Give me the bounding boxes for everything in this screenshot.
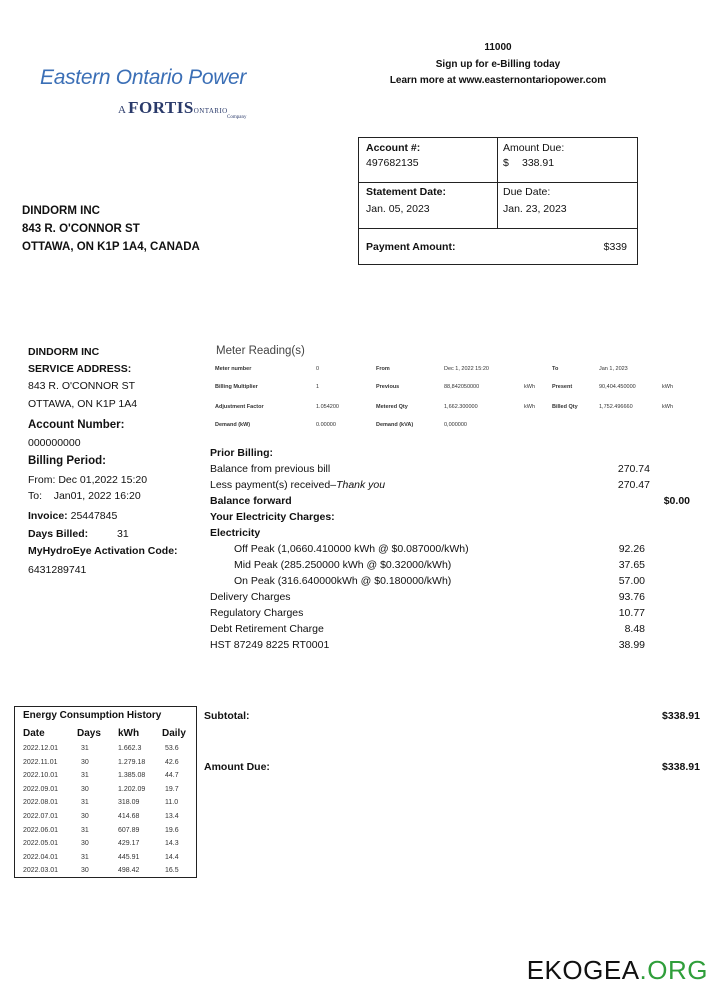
electricity-label: Electricity — [210, 527, 261, 539]
billing-from-label: From: — [28, 474, 56, 486]
history-cell: 30 — [81, 867, 89, 875]
meter-cell: 0.00000 — [316, 422, 336, 428]
account-summary-box — [358, 137, 638, 265]
history-cell: 14.4 — [165, 853, 179, 861]
subtotal-label: Subtotal: — [204, 710, 250, 722]
meter-cell: kWh — [662, 404, 673, 410]
billing-from-value: Dec 01,2022 15:20 — [58, 474, 148, 486]
charge-item-value: 10.77 — [618, 607, 645, 619]
meter-cell: Meter number — [215, 366, 252, 372]
billing-period-label: Billing Period: — [28, 455, 106, 467]
meter-cell: 0 — [316, 366, 320, 372]
history-cell: 31 — [81, 853, 89, 861]
meter-cell: Metered Qty — [376, 404, 408, 410]
invoice-label: Invoice: — [28, 510, 68, 522]
account-number-value: 497682135 — [366, 157, 419, 169]
meter-cell: From — [376, 366, 390, 372]
charge-item-value: 92.26 — [618, 543, 645, 555]
charge-item-label: On Peak (316.640000kWh @ $0.180000/kWh) — [234, 575, 452, 587]
history-cell: 14.3 — [165, 840, 179, 848]
meter-cell: 0,000000 — [444, 422, 467, 428]
parent-company-logo — [118, 98, 228, 118]
website-link[interactable]: Learn more at www.easternontariopower.com — [389, 75, 607, 86]
history-header: Days — [77, 728, 101, 739]
balance-forward-value: $0.00 — [663, 495, 690, 507]
invoice-value: 25447845 — [70, 510, 118, 522]
history-cell: 30 — [81, 758, 89, 766]
service-name: DINDORM INC — [28, 346, 100, 358]
statement-date-value: Jan. 05, 2023 — [366, 203, 430, 215]
meter-cell: Dec 1, 2022 15:20 — [444, 366, 489, 372]
charge-item-label: HST 87249 8225 RT0001 — [210, 639, 330, 651]
history-cell: 44.7 — [165, 772, 179, 780]
history-title: Energy Consumption History — [23, 710, 162, 721]
service-city: OTTAWA, ON K1P 1A4 — [28, 398, 138, 410]
amount-due-label: Amount Due: — [503, 142, 565, 154]
history-cell: 16.5 — [165, 867, 179, 875]
service-account-number: 000000000 — [28, 437, 81, 449]
meter-cell: Billing Multiplier — [215, 384, 258, 390]
parent-region: ONTARIO — [193, 107, 228, 115]
amount-due-summary-value: $338.91 — [662, 761, 700, 773]
your-charges-label: Your Electricity Charges: — [210, 511, 335, 523]
mailing-street: 843 R. O'CONNOR ST — [22, 223, 140, 235]
history-cell: 2022.04.01 — [23, 853, 59, 861]
meter-cell: 1 — [316, 384, 320, 390]
billing-to-value: Jan01, 2022 16:20 — [53, 490, 141, 502]
less-payment-value: 270.47 — [617, 479, 650, 491]
billing-to-label: To: — [28, 490, 43, 502]
less-payment-label: Less payment(s) received– — [210, 479, 337, 491]
charge-item-value: 57.00 — [618, 575, 645, 587]
history-cell: 31 — [81, 745, 89, 752]
account-number-heading: Account Number: — [28, 419, 125, 431]
history-cell: 2022.05.01 — [23, 840, 59, 848]
due-date-label: Due Date: — [503, 186, 551, 198]
history-cell: 30 — [81, 813, 89, 820]
meter-cell: 90,404.450000 — [599, 384, 636, 390]
due-date-value: Jan. 23, 2023 — [503, 203, 567, 215]
history-header: kWh — [118, 728, 140, 739]
history-cell: 607.89 — [118, 826, 140, 834]
meter-cell: kWh — [524, 384, 535, 390]
charge-item-value: 93.76 — [618, 591, 645, 603]
history-cell: 1.662.3 — [118, 745, 142, 752]
history-cell: 11.0 — [165, 799, 179, 807]
account-number-label: Account #: — [366, 142, 421, 154]
mailing-name: DINDORM INC — [22, 205, 100, 217]
hydroeye-label: MyHydroEye Activation Code: — [28, 545, 178, 557]
meter-cell: Demand (kW) — [215, 422, 251, 428]
amount-due-summary-label: Amount Due: — [204, 761, 270, 773]
history-cell: 2022.12.01 — [23, 745, 59, 752]
payment-amount-label: Payment Amount: — [366, 241, 456, 253]
meter-cell: Adjustment Factor — [215, 404, 264, 410]
prior-billing-label: Prior Billing: — [210, 447, 273, 459]
history-cell: 31 — [81, 799, 89, 807]
history-cell: 19.7 — [165, 785, 179, 793]
meter-readings-title: Meter Reading(s) — [216, 345, 305, 357]
history-cell: 31 — [81, 826, 89, 834]
meter-cell: kWh — [524, 404, 535, 410]
history-cell: 498.42 — [118, 867, 140, 875]
history-cell: 2022.03.01 — [23, 867, 59, 875]
days-billed-value: 31 — [117, 528, 129, 540]
charge-item-value: 38.99 — [618, 639, 645, 651]
charge-item-label: Delivery Charges — [210, 591, 291, 603]
balance-prev-value: 270.74 — [617, 463, 650, 475]
parent-name: FORTIS — [128, 98, 194, 117]
billing-to — [28, 490, 141, 502]
history-cell: 1.279.18 — [118, 758, 146, 766]
amount-due-currency: $ — [503, 157, 509, 169]
payment-amount-value: $339 — [603, 241, 627, 253]
billing-from — [28, 474, 147, 486]
history-cell: 53.6 — [165, 745, 179, 752]
thank-you-text: Thank you — [336, 479, 386, 491]
days-billed-label: Days Billed: — [28, 528, 89, 540]
history-cell: 30 — [81, 785, 89, 793]
history-cell: 2022.10.01 — [23, 772, 59, 780]
history-cell: 42.6 — [165, 758, 179, 766]
history-cell: 19.6 — [165, 826, 179, 834]
history-cell: 2022.11.01 — [23, 758, 58, 766]
history-cell: 2022.08.01 — [23, 799, 59, 807]
meter-cell: kWh — [662, 384, 673, 390]
meter-cell: Billed Qty — [552, 404, 578, 410]
meter-cell: Jan 1, 2023 — [599, 366, 628, 372]
history-cell: 414.68 — [118, 813, 140, 820]
charge-item-label: Off Peak (1,0660.410000 kWh @ $0.087000/kWh) — [234, 543, 469, 555]
hydroeye-code: 6431289741 — [28, 564, 87, 576]
history-cell: 1.202.09 — [118, 785, 146, 793]
service-address-label: SERVICE ADDRESS: — [28, 363, 132, 375]
watermark-suffix: .ORG — [639, 955, 708, 985]
history-header: Daily — [162, 728, 186, 739]
charge-item-label: Debt Retirement Charge — [210, 623, 324, 635]
history-cell: 445.91 — [118, 853, 140, 861]
ebilling-promo: Sign up for e-Billing today — [435, 59, 561, 70]
meter-cell: To — [552, 366, 559, 372]
meter-cell: 1.054200 — [316, 404, 339, 410]
balance-forward-label: Balance forward — [210, 495, 292, 507]
meter-cell: Previous — [376, 384, 400, 390]
invoice-line — [28, 510, 117, 522]
history-cell: 2022.07.01 — [23, 813, 59, 820]
meter-cell: Demand (kVA) — [376, 422, 414, 428]
history-cell: 318.09 — [118, 799, 140, 807]
parent-suffix: Company — [227, 115, 247, 120]
history-cell: 2022.09.01 — [23, 785, 59, 793]
history-header: Date — [23, 728, 45, 739]
parent-prefix: A — [118, 104, 126, 116]
meter-cell: 88,842050000 — [444, 384, 480, 390]
subtotal-value: $338.91 — [662, 710, 700, 722]
statement-date-label: Statement Date: — [366, 186, 446, 198]
mailing-city: OTTAWA, ON K1P 1A4, CANADA — [22, 241, 200, 253]
history-cell: 1.385.08 — [118, 772, 146, 780]
history-cell: 429.17 — [118, 840, 140, 848]
charge-item-value: 37.65 — [618, 559, 645, 571]
balance-prev-label: Balance from previous bill — [210, 463, 331, 475]
meter-cell: 1,752.496660 — [599, 404, 633, 410]
company-logo-name: Eastern Ontario Power — [40, 66, 247, 89]
charge-item-value: 8.48 — [624, 623, 645, 635]
amount-due-value: 338.91 — [522, 157, 555, 169]
service-street: 843 R. O'CONNOR ST — [28, 380, 136, 392]
charge-item-label: Regulatory Charges — [210, 607, 304, 619]
meter-cell: 1,662.300000 — [444, 404, 478, 410]
history-cell: 2022.06.01 — [23, 826, 59, 834]
history-cell: 30 — [81, 840, 89, 848]
watermark-main: EKOGEA — [526, 955, 640, 985]
watermark — [527, 955, 708, 986]
charge-item-label: Mid Peak (285.250000 kWh @ $0.32000/kWh) — [234, 559, 452, 571]
history-cell: 13.4 — [165, 813, 179, 820]
history-cell: 31 — [81, 772, 89, 780]
header-code: 11000 — [484, 42, 512, 53]
meter-cell: Present — [552, 384, 573, 390]
less-payment-line — [210, 479, 385, 491]
consumption-history-table — [14, 706, 197, 878]
